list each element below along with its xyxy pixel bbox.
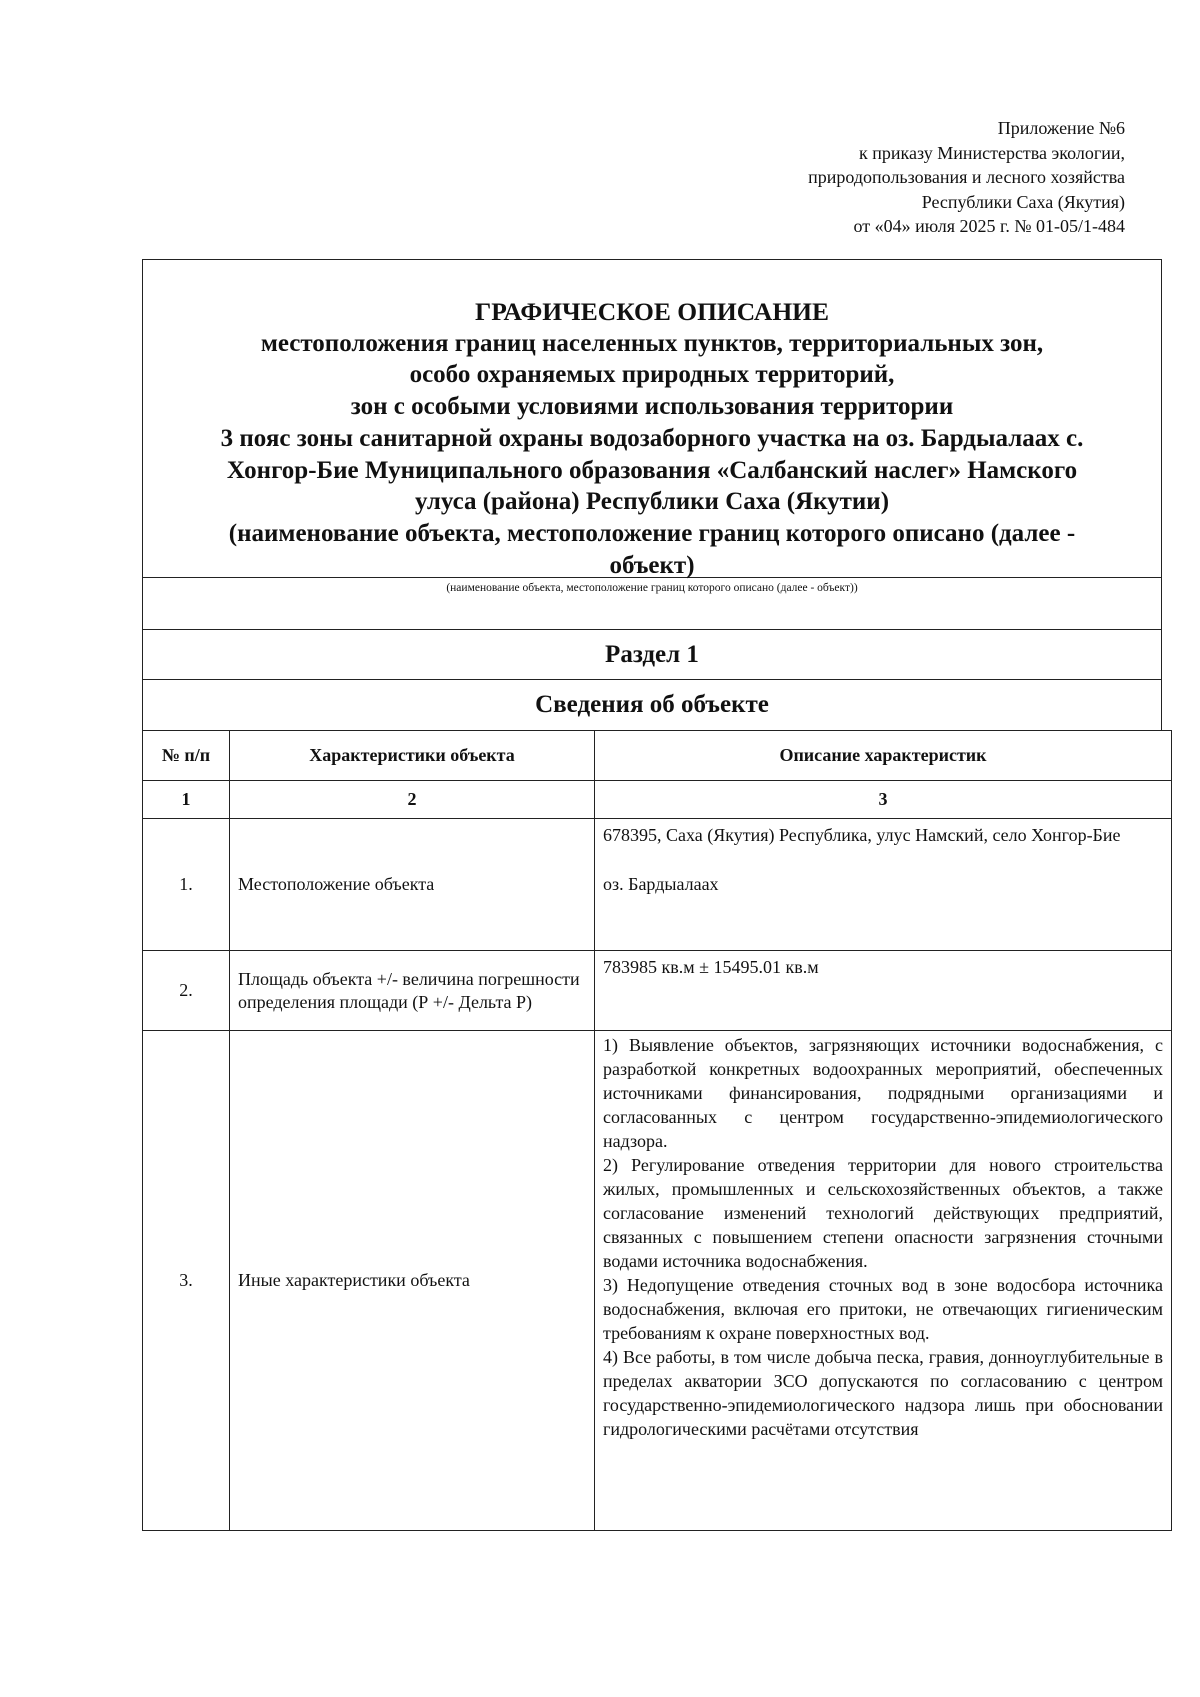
table-header-row <box>143 731 1172 781</box>
document-form <box>142 259 1162 1531</box>
appendix-line: Республики Саха (Якутия) <box>921 191 1125 212</box>
description-paragraph: 1) Выявление объектов, загрязняющих источники водоснабжения, с разработкой конкретных водоохранных мероприятий, обеспеченных источниками финансирования, подрядными организациями и согласованных с центром государственно-эпидемиологического надзора. <box>603 1035 1163 1151</box>
appendix-line: к приказу Министерства экологии, <box>858 142 1125 163</box>
row-num: 3. <box>143 1031 230 1531</box>
table-row <box>143 951 1172 1031</box>
appendix-line: от «04» июля 2025 г. № 01-05/1-484 <box>853 216 1125 236</box>
table-row <box>143 819 1172 951</box>
description-text: оз. Бардыалаах <box>603 874 719 894</box>
title-line: особо охраняемых природных территорий, <box>409 361 895 389</box>
info-header: Сведения об объекте <box>142 679 1162 730</box>
header-description: Описание характеристик <box>595 731 1172 781</box>
description-paragraph: 4) Все работы, в том числе добыча песка, гравия, донноуглубительные в пределах акватории ЗСО допускаются по согласованию с центром государственно-эпидемиологического надзора лишь при обосновании гидрологическими расчётами отсутствия <box>603 1347 1163 1439</box>
table-row <box>143 1031 1172 1531</box>
row-name: Местоположение объекта <box>230 819 595 951</box>
appendix-header <box>525 116 1125 239</box>
title-line: улуса (района) Республики Саха (Якутии) <box>414 488 890 516</box>
title-line: (наименование объекта, местоположение границ которого описано (далее - <box>228 519 1076 547</box>
description-paragraph: 3) Недопущение отведения сточных вод в зоне водосбора источника водоснабжения, включая его притоки, не отвечающих гигиеническим требованиям к охране поверхностных вод. <box>603 1275 1163 1343</box>
characteristics-table <box>142 730 1172 1531</box>
title-line: Хонгор-Бие Муниципального образования «Салбанский наслег» Намского <box>226 456 1078 484</box>
column-number: 2 <box>230 781 595 819</box>
description-paragraph: 2) Регулирование отведения территории для нового строительства жилых, промышленных и сельскохозяйственных объектов, а также согласование изменений технологий действующих предприятий, связанных с повышением степени опасности загрязнения сточными водами источника водоснабжения. <box>603 1155 1163 1271</box>
column-number: 3 <box>595 781 1172 819</box>
appendix-line: Приложение №6 <box>997 118 1125 138</box>
row-description: 783985 кв.м ± 15495.01 кв.м <box>595 951 1172 1031</box>
table-number-row <box>143 781 1172 819</box>
section-title: Раздел 1 <box>142 629 1162 679</box>
row-num: 2. <box>143 951 230 1031</box>
title-block <box>142 259 1162 577</box>
row-num: 1. <box>143 819 230 951</box>
row-name: Иные характеристики объекта <box>230 1031 595 1531</box>
row-name: Площадь объекта +/- величина погрешности определения площади (Р +/- Дельта Р) <box>230 951 595 1031</box>
column-number: 1 <box>143 781 230 819</box>
row-description <box>595 819 1172 951</box>
document-title: ГРАФИЧЕСКОЕ ОПИСАНИЕ <box>474 297 830 326</box>
description-text: 678395, Саха (Якутия) Республика, улус Намский, село Хонгор-Бие <box>603 825 1121 845</box>
title-line: зон с особыми условиями использования территории <box>350 393 954 421</box>
title-line: 3 пояс зоны санитарной охраны водозаборного участка на оз. Бардыалаах с. <box>220 424 1084 452</box>
appendix-line: природопользования и лесного хозяйства <box>808 167 1125 187</box>
header-characteristics: Характеристики объекта <box>230 731 595 781</box>
title-hint: (наименование объекта, местоположение границ которого описано (далее - объект)) <box>142 577 1162 629</box>
title-line: объект) <box>609 551 695 579</box>
row-description <box>595 1031 1172 1531</box>
title-line: местоположения границ населенных пунктов, территориальных зон, <box>260 329 1044 357</box>
header-num: № п/п <box>143 731 230 781</box>
